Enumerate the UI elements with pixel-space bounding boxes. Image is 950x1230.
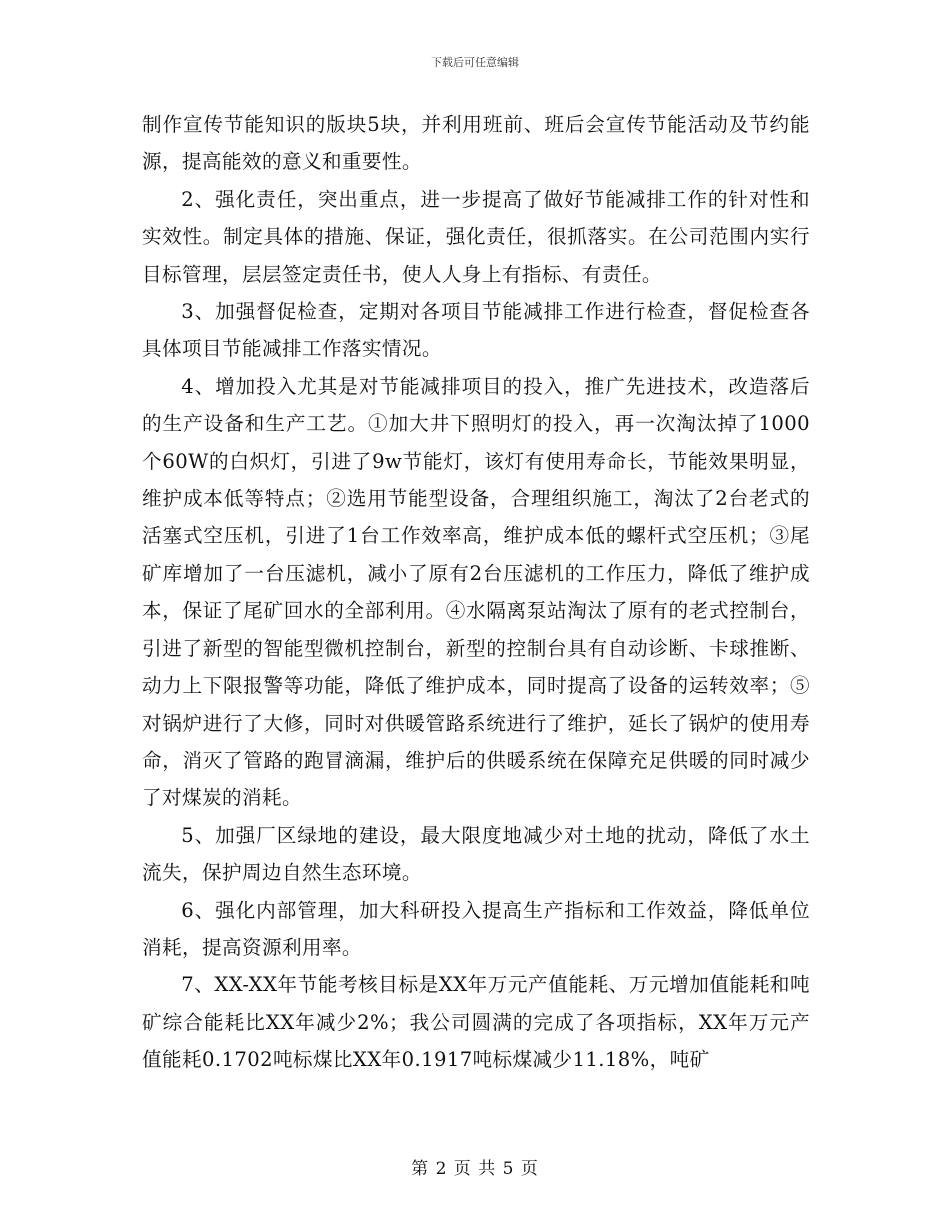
paragraph-item-5: 5、加强厂区绿地的建设，最大限度地减少对土地的扰动，降低了水土流失，保护周边自然生态环境。 bbox=[142, 823, 810, 885]
body-text bbox=[142, 106, 810, 1079]
paragraph-item-2: 2、强化责任，突出重点，进一步提高了做好节能减排工作的针对性和实效性。制定具体的措施、保证，强化责任，很抓落实。在公司范围内实行目标管理，层层签定责任书，使人人身上有指标、有责任。 bbox=[142, 187, 810, 286]
paragraph-item-4: 4、增加投入尤其是对节能减排项目的投入，推广先进技术，改造落后的生产设备和生产工艺。①加大井下照明灯的投入，再一次淘汰掉了1000个60W的白炽灯，引进了9w节能灯，该灯有使用寿命长，节能效果明显，维护成本低等特点；②选用节能型设备，合理组织施工，淘汰了2台老式的活塞式空压机，引进了1台工作效率高，维护成本低的螺杆式空压机；③尾矿库增加了一台压滤机，减小了原有2台压滤机的工作压力，降低了维护成本，保证了尾矿回水的全部利用。④水隔离泵站淘汰了原有的老式控制台，引进了新型的智能型微机控制台，新型的控制台具有自动诊断、卡球推断、动力上下限报警等功能，降低了维护成本，同时提高了设备的运转效率；⑤对锅炉进行了大修，同时对供暖管路系统进行了维护，延长了锅炉的使用寿命，消灭了管路的跑冒滴漏，维护后的供暖系统在保障充足供暖的同时减少了对煤炭的消耗。 bbox=[142, 374, 810, 810]
paragraph-item-6: 6、强化内部管理，加大科研投入提高生产指标和工作效益，降低单位消耗，提高资源利用率。 bbox=[142, 898, 810, 959]
paragraph-continuation: 制作宣传节能知识的版块5块，并利用班前、班后会宣传节能活动及节约能源，提高能效的意义和重要性。 bbox=[142, 113, 810, 174]
paragraph-item-7: 7、XX-XX年节能考核目标是XX年万元产值能耗、万元增加值能耗和吨矿综合能耗比XX年减少2%；我公司圆满的完成了各项指标，XX年万元产值能耗0.1702吨标煤比XX年0.1917吨标煤减少11.18%，吨矿 bbox=[142, 973, 810, 1072]
page-number-footer: 第 2 页 共 5 页 bbox=[411, 1159, 539, 1179]
page-header: 下载后可任意编辑 bbox=[431, 56, 519, 69]
paragraph-item-3: 3、加强督促检查，定期对各项目节能减排工作进行检查，督促检查各具体项目节能减排工作落实情况。 bbox=[142, 300, 810, 361]
